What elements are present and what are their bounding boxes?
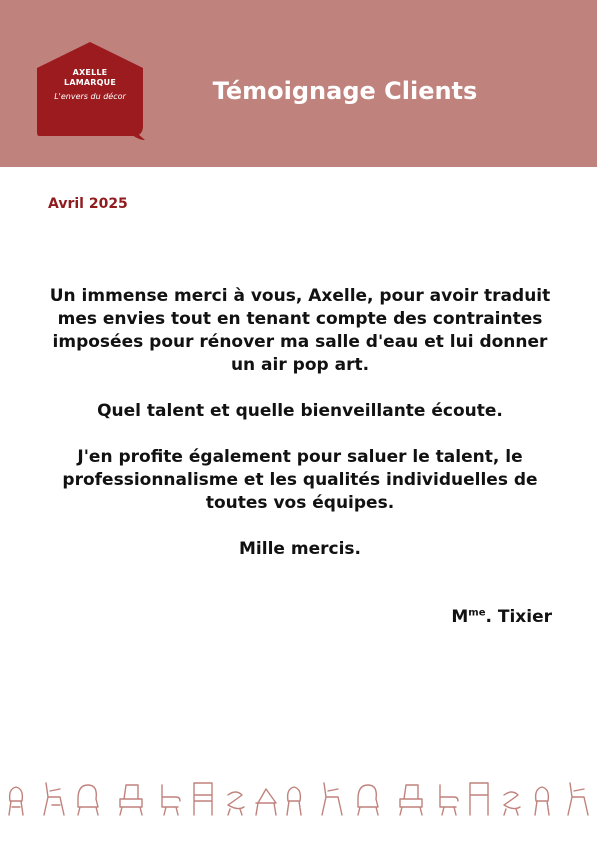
chair-icon [440, 785, 458, 815]
chair-icon [9, 787, 23, 815]
signature-name: . Tixier [485, 607, 552, 627]
chair-icon [470, 783, 488, 815]
signature [451, 607, 552, 627]
chair-icon [194, 783, 212, 815]
testimonial-paragraph-1: Un immense merci à vous, Axelle, pour avoir traduit mes envies tout en tenant compte des contraintes imposées pour rénover ma salle d'eau et lui donner un air pop art. [49, 286, 551, 375]
chair-icon [162, 785, 180, 815]
page-header [0, 0, 597, 167]
testimonial-paragraph-3: J'en profite également pour saluer le talent, le professionnalisme et les qualités individuelles de toutes vos équipes. [62, 447, 538, 513]
chair-icon [535, 787, 549, 815]
chair-icon [400, 785, 422, 815]
testimonial-paragraph-2: Quel talent et quelle bienveillante écoute. [97, 401, 503, 421]
chair-icon [568, 783, 588, 815]
document-date: Avril 2025 [48, 196, 128, 212]
chair-icon [322, 783, 342, 815]
logo-text [35, 68, 145, 103]
testimonial-body [40, 285, 560, 584]
chair-icon [358, 785, 378, 815]
chair-icon [256, 789, 276, 815]
chair-pattern-icons [0, 775, 597, 820]
chair-icon [504, 792, 520, 815]
logo-tagline: L'envers du décor [54, 92, 126, 101]
chair-icon [120, 785, 142, 815]
page-title: Témoignage Clients [212, 77, 478, 105]
chair-icon [287, 787, 301, 815]
logo-name-line2: LAMARQUE [64, 78, 116, 87]
chair-icon [44, 783, 64, 815]
testimonial-paragraph-4: Mille mercis. [239, 539, 361, 559]
signature-superscript: me [468, 607, 486, 619]
signature-prefix: M [451, 607, 469, 627]
chair-icon [78, 785, 98, 815]
chair-icon [228, 792, 244, 815]
logo-name-line1: AXELLE [72, 68, 108, 77]
